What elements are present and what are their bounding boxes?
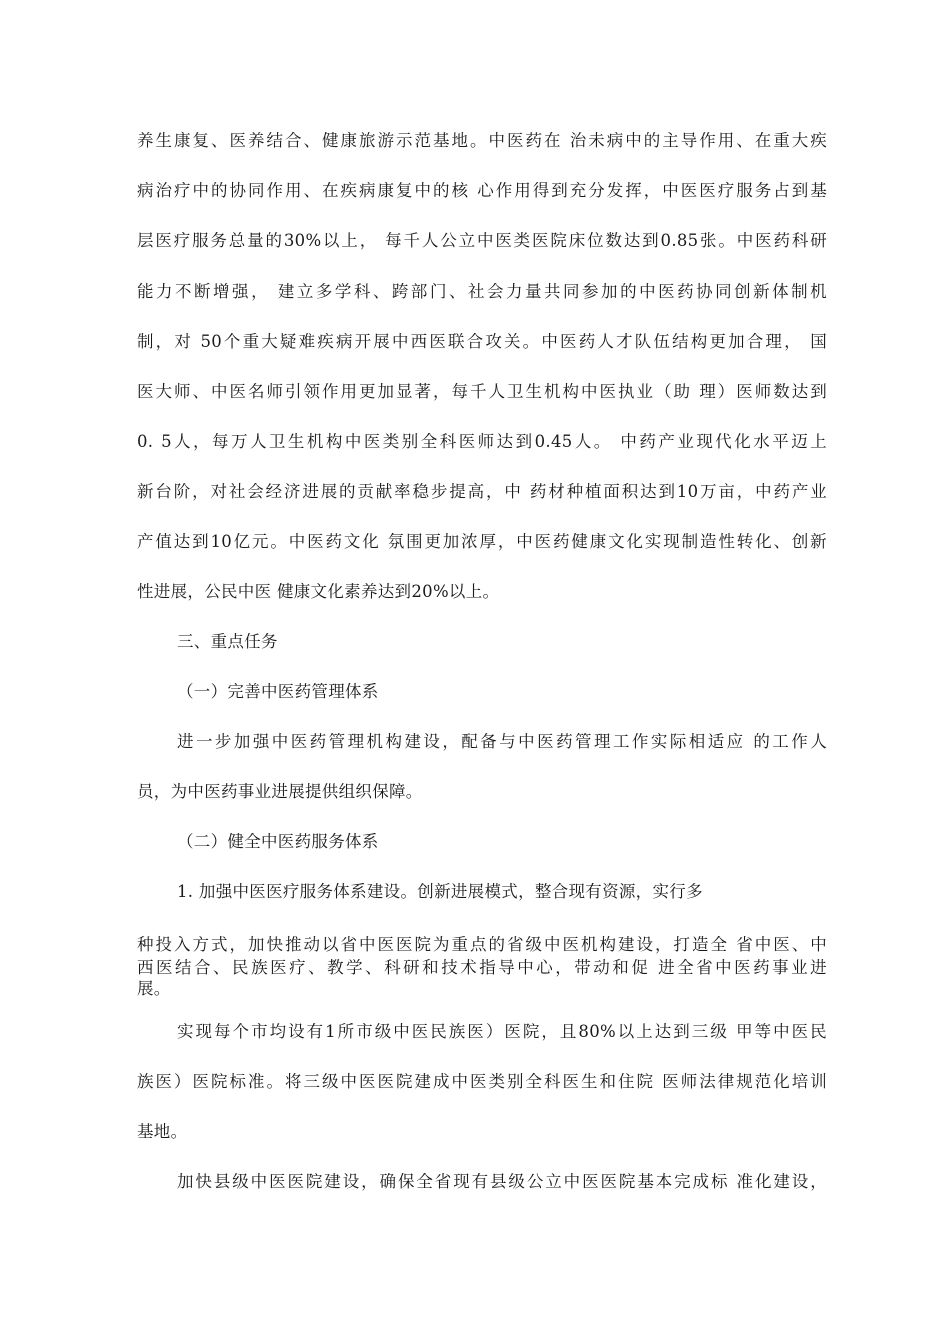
subsection-heading: （二）健全中医药服务体系 [177,832,379,851]
paragraph-line: 产值达到10亿元。中医药文化 氛围更加浓厚，中医药健康文化实现制造性转化、创新 [137,532,827,551]
paragraph-line: 西医结合、民族医疗、教学、科研和技术指导中心，带动和促 进全省中医药事业进 [137,958,827,977]
list-item-line: 1. 加强中医医疗服务体系建设。创新进展模式，整合现有资源，实行多 [177,882,703,901]
section-heading: 三、重点任务 [177,632,278,651]
paragraph-line: 新台阶，对社会经济进展的贡献率稳步提高，中 药材种植面积达到10万亩，中药产业 [137,482,827,501]
paragraph-line: 性进展，公民中医 健康文化素养达到20%以上。 [137,582,500,601]
paragraph-line: 基地。 [137,1122,188,1141]
paragraph-line: 制，对 50个重大疑难疾病开展中西医联合攻关。中医药人才队伍结构更加合理， 国 [137,332,827,351]
paragraph-line: 病治疗中的协同作用、在疾病康复中的核 心作用得到充分发挥，中医医疗服务占到基 [137,181,827,200]
paragraph-line: 0. 5人，每万人卫生机构中医类别全科医师达到0.45人。 中药产业现代化水平迈上 [137,432,827,451]
paragraph-line: 进一步加强中医药管理机构建设，配备与中医药管理工作实际相适应 的工作人 [177,732,827,751]
paragraph-line: 医大师、中医名师引领作用更加显著，每千人卫生机构中医执业（助 理）医师数达到 [137,382,827,401]
paragraph-line: 实现每个市均设有1所市级中医民族医）医院，且80%以上达到三级 甲等中医民 [177,1022,827,1041]
paragraph-line: 员，为中医药事业进展提供组织保障。 [137,782,423,801]
paragraph-line: 展。 [137,979,171,998]
paragraph-line: 能力不断增强， 建立多学科、跨部门、社会力量共同参加的中医药协同创新体制机 [137,282,827,301]
paragraph-line: 层医疗服务总量的30%以上， 每千人公立中医类医院床位数达到0.85张。中医药科研 [137,231,827,250]
paragraph-line: 种投入方式，加快推动以省中医医院为重点的省级中医机构建设，打造全 省中医、中 [137,935,827,954]
subsection-heading: （一）完善中医药管理体系 [177,682,379,701]
paragraph-line: 族医）医院标准。将三级中医医院建成中医类别全科医生和住院 医师法律规范化培训 [137,1072,827,1091]
paragraph-line: 加快县级中医医院建设，确保全省现有县级公立中医医院基本完成标 准化建设， [177,1172,827,1191]
paragraph-line: 养生康复、医养结合、健康旅游示范基地。中医药在 治未病中的主导作用、在重大疾 [137,131,827,150]
